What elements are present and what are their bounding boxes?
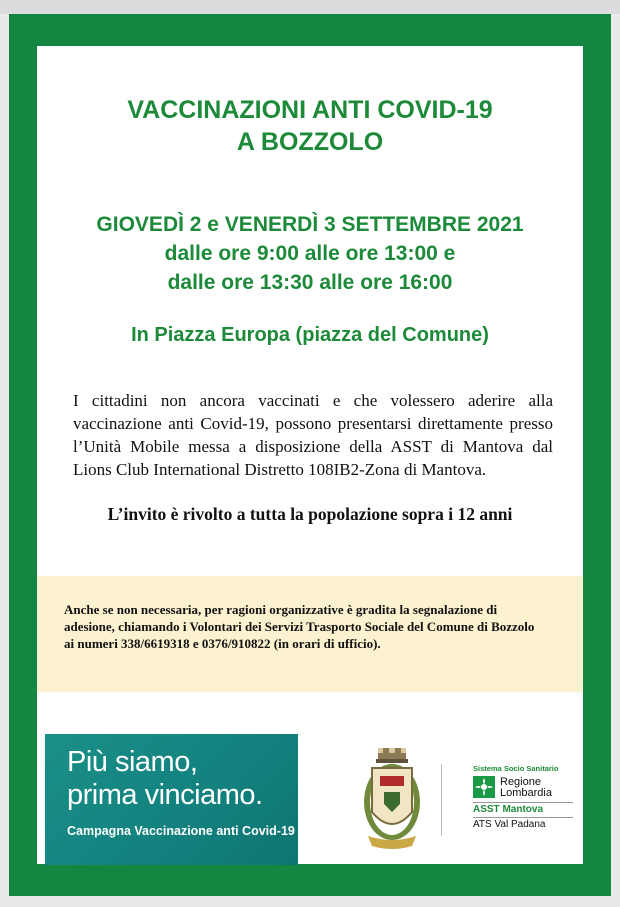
ats-name: ATS Val Padana — [473, 819, 546, 830]
poster-content — [37, 46, 583, 864]
system-label: Sistema Socio Sanitario — [473, 764, 559, 773]
body-paragraph: I cittadini non ancora vaccinati e che volessero aderire alla vaccinazione anti Covid-19, possono presentarsi direttamente presso l’Unità Mobile messa a disposizione della ASST di Mantova dal Lions Club International Distretto 108IB2-Zona di Mantova. — [73, 391, 553, 479]
notice-box — [37, 576, 583, 692]
poster-frame — [9, 14, 611, 896]
asst-name: ASST Mantova — [473, 804, 544, 815]
logo-separator — [473, 802, 573, 803]
slogan-line-1: Più siamo, — [67, 746, 198, 778]
logo-separator-2 — [473, 817, 573, 818]
slogan-line-2: prima vinciamo. — [67, 779, 263, 811]
title-line-1: VACCINAZIONI ANTI COVID-19 — [127, 96, 493, 124]
top-strip — [0, 0, 620, 14]
lombardia-rose-icon — [473, 776, 495, 798]
asst-logo-block — [465, 764, 575, 844]
location: In Piazza Europa (piazza del Comune) — [131, 324, 489, 346]
region-line-2: Lombardia — [500, 787, 552, 799]
schedule-time-morning: dalle ore 9:00 alle ore 13:00 e — [164, 242, 456, 265]
region-name — [500, 777, 552, 799]
campaign-subtitle: Campagna Vaccinazione anti Covid-19 — [67, 824, 295, 838]
campaign-banner — [45, 734, 298, 865]
regione-lombardia-logo — [473, 776, 573, 802]
schedule — [37, 210, 583, 297]
invite-text: L’invito è rivolto a tutta la popolazione sopra i 12 anni — [107, 504, 513, 524]
notice-text: Anche se non necessaria, per ragioni organizzative è gradita la segnalazione di adesione, chiamando i Volontari dei Servizi Trasporto Sociale del Comune di Bozzolo ai numeri 338/6619318 e 0376/910822 (in orari di ufficio). — [64, 602, 535, 651]
poster-title — [37, 94, 583, 158]
schedule-time-afternoon: dalle ore 13:30 alle ore 16:00 — [167, 271, 453, 294]
title-line-2: A BOZZOLO — [236, 128, 384, 156]
municipal-crest-icon — [362, 746, 422, 850]
schedule-dates: GIOVEDÌ 2 e VENERDÌ 3 SETTEMBRE 2021 — [96, 213, 524, 236]
campaign-slogan — [67, 746, 263, 812]
logo-divider — [441, 764, 442, 836]
region-line-1: Regione — [500, 776, 541, 788]
